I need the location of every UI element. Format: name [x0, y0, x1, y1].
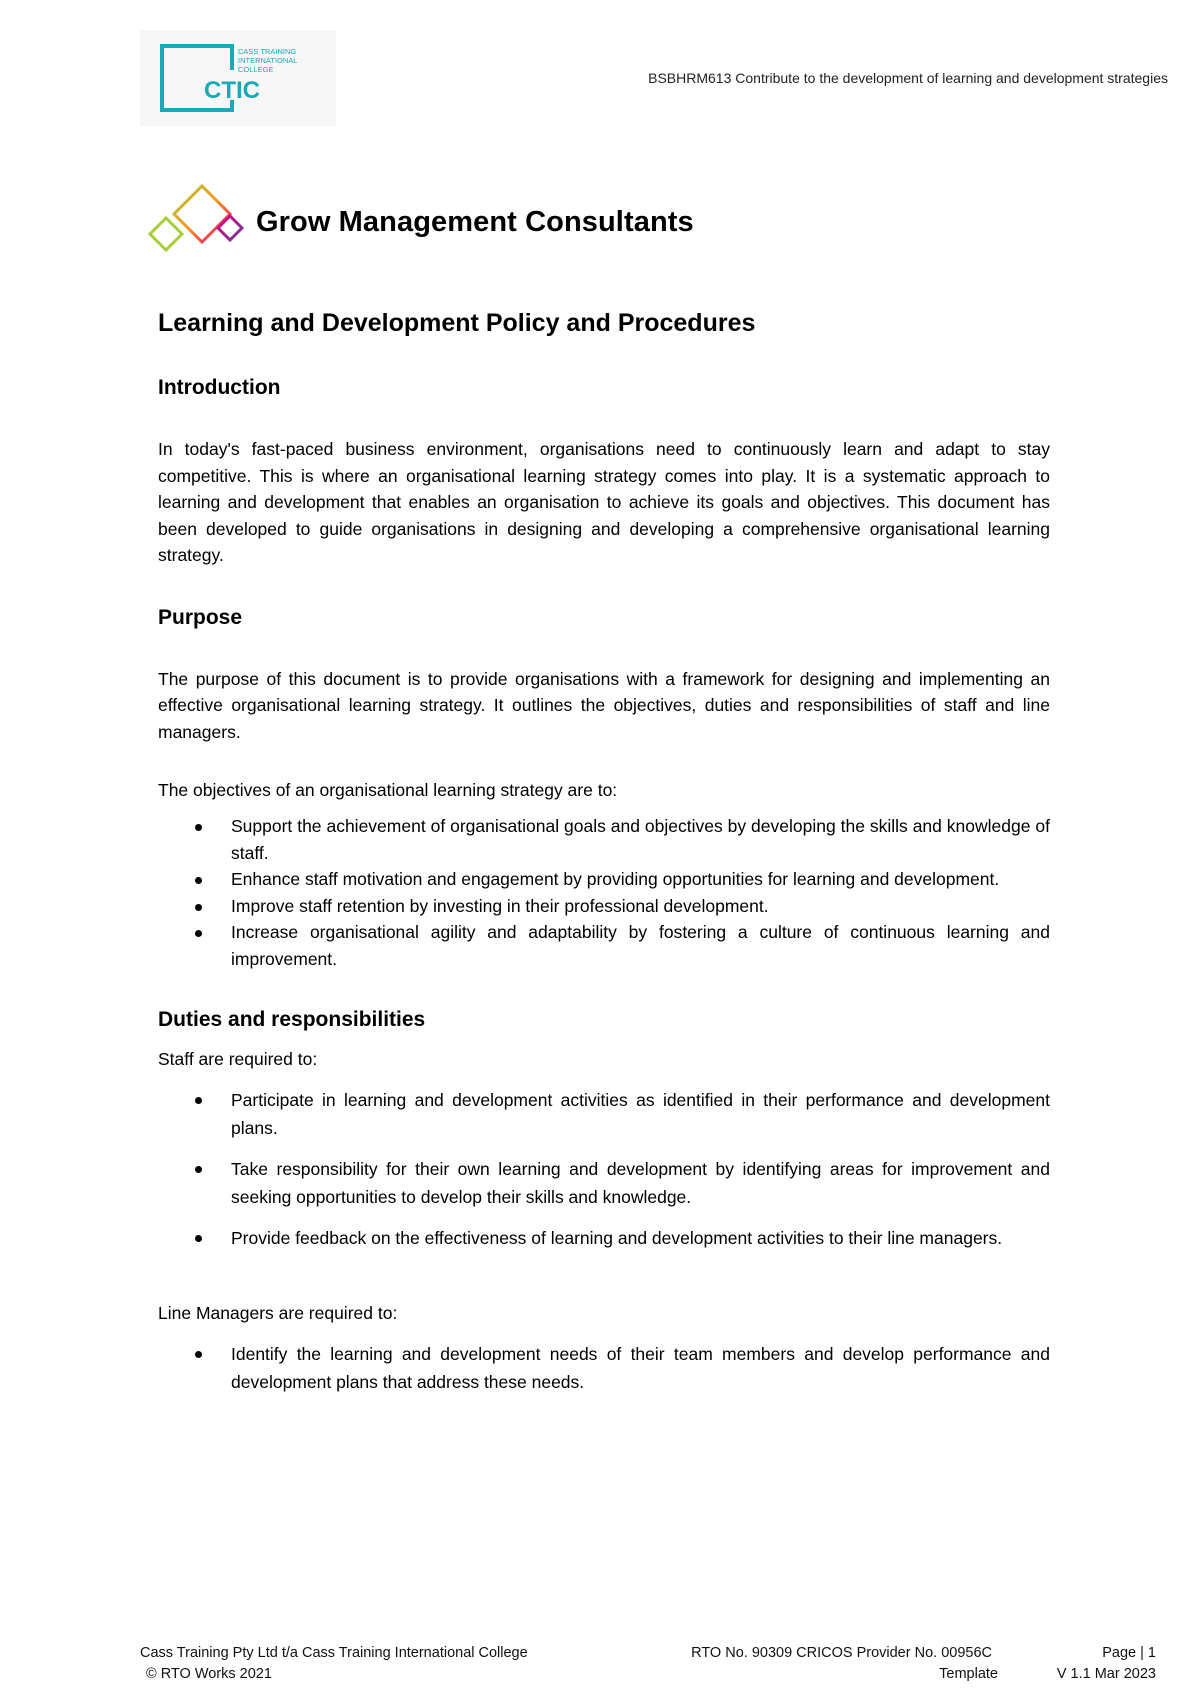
- page-footer: [140, 1643, 1156, 1685]
- company-name: Grow Management Consultants: [256, 205, 694, 238]
- logo-abbrev: CTIC: [204, 77, 260, 104]
- footer-page-number: Page | 1: [1102, 1645, 1156, 1661]
- bullet-icon: [195, 877, 202, 884]
- logo-line-3: COLLEGE: [238, 65, 274, 74]
- duties-heading: Duties and responsibilities: [158, 1008, 426, 1031]
- document-title: Learning and Development Policy and Procedures: [158, 309, 756, 337]
- list-item: Enhance staff motivation and engagement by providing opportunities for learning and development.: [158, 866, 1050, 893]
- purpose-text: The purpose of this document is to provide organisations with a framework for designing and implementing an effective organisational learning strategy. It outlines the objectives, duties and responsibilities of staff and line managers.: [158, 668, 1050, 742]
- list-item: Provide feedback on the effectiveness of learning and development activities to their line managers.: [158, 1224, 1050, 1252]
- staff-intro: Staff are required to:: [158, 1049, 318, 1069]
- bullet-icon: [195, 1235, 202, 1242]
- list-item: Take responsibility for their own learning and development by identifying areas for improvement and seeking opportunities to develop their skills and knowledge.: [158, 1155, 1050, 1211]
- logo-line-2: INTERNATIONAL: [238, 56, 298, 65]
- managers-intro: Line Managers are required to:: [158, 1303, 398, 1323]
- bullet-icon: [195, 930, 202, 937]
- unit-reference: BSBHRM613 Contribute to the development of learning and development strategies: [648, 70, 1168, 86]
- list-item: Identify the learning and development needs of their team members and develop performance and development plans that address these needs.: [158, 1340, 1050, 1396]
- objectives-intro: The objectives of an organisational learning strategy are to:: [158, 780, 618, 800]
- company-heading: [148, 182, 694, 262]
- staff-duties-list: [158, 1086, 1050, 1252]
- purpose-heading: Purpose: [158, 605, 243, 629]
- footer-college: Cass Training Pty Ltd t/a Cass Training International College: [140, 1645, 528, 1661]
- bullet-icon: [195, 904, 202, 911]
- logo-line-1: CASS TRAINING: [238, 47, 297, 56]
- footer-version: V 1.1 Mar 2023: [1056, 1666, 1156, 1682]
- diamond-logo-icon: [148, 182, 248, 262]
- bullet-icon: [195, 1166, 202, 1173]
- footer-template: Template: [939, 1666, 998, 1682]
- ctic-logo: [140, 30, 336, 126]
- objectives-list: [158, 813, 1050, 972]
- introduction-heading: Introduction: [158, 376, 281, 399]
- introduction-text: In today's fast-paced business environment, organisations need to continuously learn and adapt to stay competitive. This is where an organisational learning strategy comes into play. It is a systematic approach to learning and development that enables an organisation to achieve its goals and objectives. This document has been developed to guide organisations in designing and developing a comprehensive organisational learning strategy.: [158, 439, 1050, 565]
- manager-duties-list: [158, 1340, 1050, 1396]
- list-item: Support the achievement of organisational goals and objectives by developing the skills and knowledge of staff.: [158, 813, 1050, 866]
- list-item: Increase organisational agility and adaptability by fostering a culture of continuous learning and improvement.: [158, 919, 1050, 972]
- bullet-icon: [195, 1351, 202, 1358]
- list-item: Participate in learning and development activities as identified in their performance and development plans.: [158, 1086, 1050, 1142]
- footer-copyright: © RTO Works 2021: [146, 1666, 272, 1682]
- bullet-icon: [195, 824, 202, 831]
- bullet-icon: [195, 1097, 202, 1104]
- list-item: Improve staff retention by investing in their professional development.: [158, 893, 1050, 920]
- footer-rto: RTO No. 90309 CRICOS Provider No. 00956C: [691, 1645, 992, 1661]
- document-body: [158, 306, 1050, 1409]
